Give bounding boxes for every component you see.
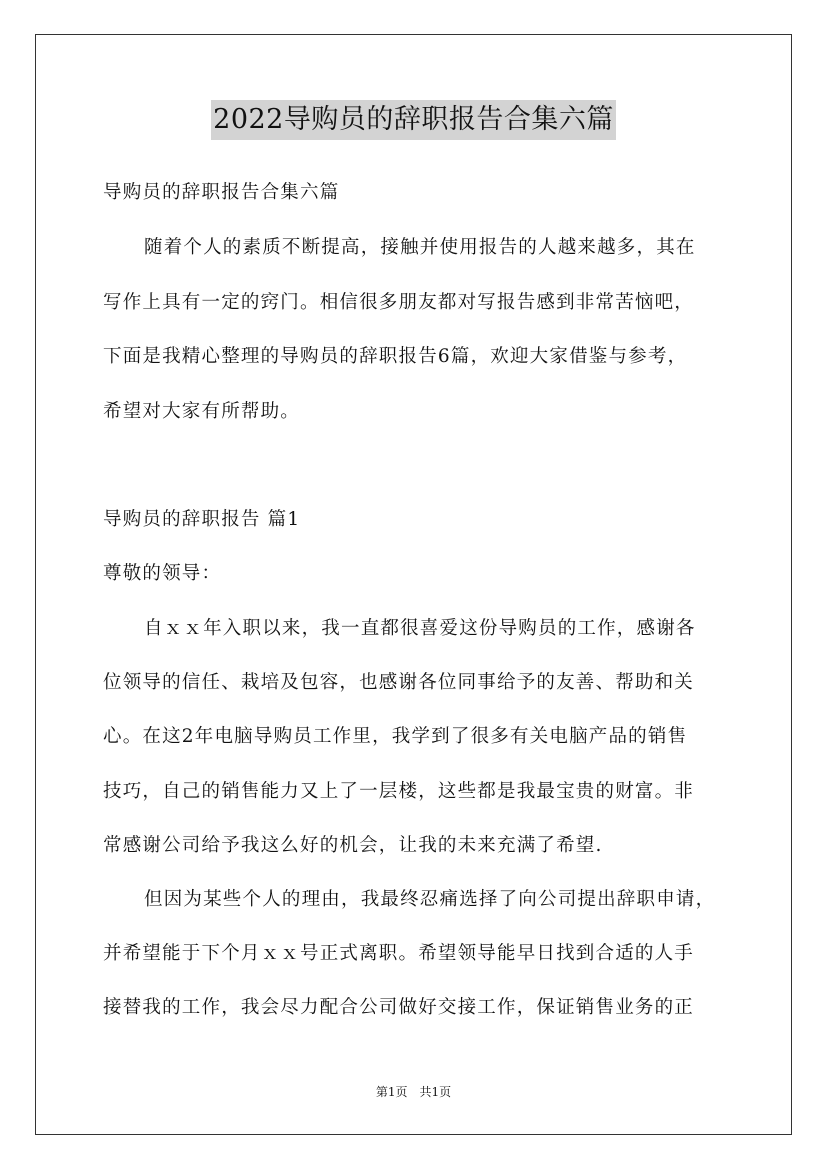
paragraph-line: 常感谢公司给予我这么好的机会，让我的未来充满了希望. xyxy=(103,835,603,856)
salutation: 尊敬的领导： xyxy=(103,563,222,584)
paragraph-line: 自ｘｘ年入职以来，我一直都很喜爱这份导购员的工作，感谢各 xyxy=(144,618,696,639)
paragraph-line: 并希望能于下个月ｘｘ号正式离职。希望领导能早日找到合适的人手 xyxy=(103,943,695,964)
intro-line: 希望对大家有所帮助。 xyxy=(103,401,301,422)
title-container xyxy=(0,100,827,140)
intro-line: 随着个人的素质不断提高，接触并使用报告的人越来越多，其在 xyxy=(144,237,696,258)
document-title: 2022导购员的辞职报告合集六篇 xyxy=(211,100,616,140)
paragraph-line: 但因为某些个人的理由，我最终忍痛选择了向公司提出辞职申请， xyxy=(144,889,716,910)
paragraph-line: 接替我的工作，我会尽力配合公司做好交接工作，保证销售业务的正 xyxy=(103,997,695,1018)
paragraph-line: 心。在这2年电脑导购员工作里，我学到了很多有关电脑产品的销售 xyxy=(103,726,688,747)
intro-line: 写作上具有一定的窍门。相信很多朋友都对写报告感到非常苦恼吧， xyxy=(103,292,695,313)
section-heading: 导购员的辞职报告 篇1 xyxy=(103,509,301,530)
intro-line: 下面是我精心整理的导购员的辞职报告6篇，欢迎大家借鉴与参考， xyxy=(103,346,688,367)
paragraph-line: 位领导的信任、栽培及包容，也感谢各位同事给予的友善、帮助和关 xyxy=(103,672,695,693)
paragraph-line: 技巧，自己的销售能力又上了一层楼，这些都是我最宝贵的财富。非 xyxy=(103,781,695,802)
document-subtitle: 导购员的辞职报告合集六篇 xyxy=(103,182,340,203)
page-number-footer: 第1页 共1页 xyxy=(375,1085,452,1099)
